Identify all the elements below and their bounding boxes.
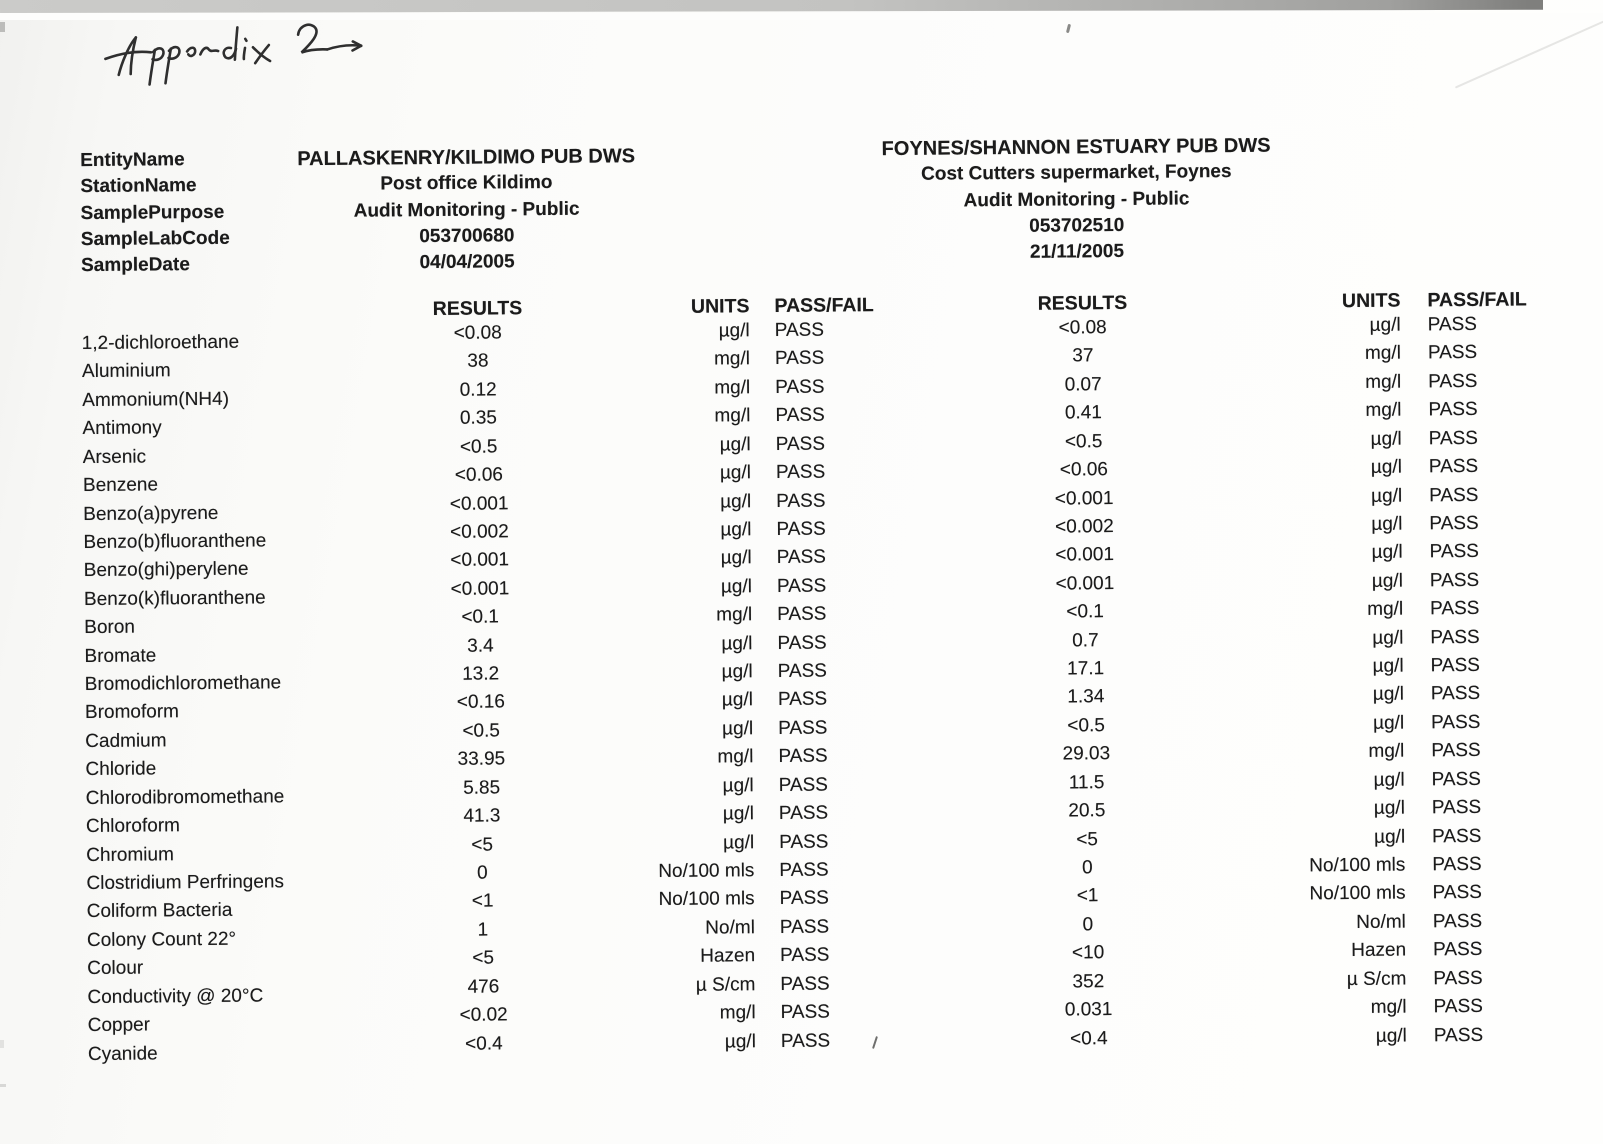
sample1-passfail-value: PASS bbox=[780, 1001, 830, 1024]
sample1-result-value: <0.002 bbox=[450, 521, 509, 543]
sample1-purpose: Audit Monitoring - Public bbox=[353, 198, 580, 222]
sample2-passfail-value: PASS bbox=[1430, 598, 1480, 620]
sample2-unit-label: µg/l bbox=[1373, 712, 1405, 734]
sample2-passfail-value: PASS bbox=[1430, 654, 1480, 677]
sample1-unit-label: No/100 mls bbox=[658, 888, 755, 911]
sample1-unit-label: µg/l bbox=[719, 462, 752, 484]
sample1-result-value: 13.2 bbox=[462, 663, 500, 685]
param-label: Benzo(k)fluoranthene bbox=[83, 587, 266, 610]
sample2-passfail-value: PASS bbox=[1433, 1024, 1484, 1046]
sample2-result-value: <0.002 bbox=[1054, 516, 1114, 538]
results-header-right: RESULTS bbox=[1037, 291, 1128, 315]
sample2-result-value: 29.03 bbox=[1062, 743, 1111, 765]
sample2-result-value: <0.001 bbox=[1055, 572, 1115, 595]
sample2-unit-label: mg/l bbox=[1367, 598, 1404, 621]
param-label: Ammonium(NH4) bbox=[82, 388, 230, 411]
sample1-result-value: <0.02 bbox=[459, 1004, 508, 1026]
param-label: Chlorodibromomethane bbox=[85, 786, 285, 809]
sample1-passfail-value: PASS bbox=[777, 660, 828, 683]
sample1-station-name: Post office Kildimo bbox=[380, 172, 553, 195]
results-header-left: RESULTS bbox=[432, 297, 523, 320]
sample2-passfail-value: PASS bbox=[1429, 484, 1479, 506]
sample1-passfail-value: PASS bbox=[776, 490, 826, 512]
sample1-unit-label: mg/l bbox=[717, 746, 754, 768]
param-label: Boron bbox=[84, 616, 136, 639]
sample2-unit-label: µg/l bbox=[1372, 683, 1404, 706]
sample2-unit-label: µg/l bbox=[1371, 513, 1403, 535]
sample2-passfail-value: PASS bbox=[1430, 683, 1481, 705]
sample2-passfail-value: PASS bbox=[1428, 370, 1478, 393]
sample2-unit-label: mg/l bbox=[1364, 342, 1401, 365]
sample2-unit-label: µg/l bbox=[1370, 456, 1402, 478]
sample2-result-value: <0.5 bbox=[1067, 715, 1105, 737]
sample1-unit-label: µg/l bbox=[722, 803, 754, 825]
param-label: Colour bbox=[87, 957, 144, 980]
param-label: 1,2-dichloroethane bbox=[81, 331, 240, 355]
sample1-unit-label: µg/l bbox=[722, 774, 754, 797]
sample2-result-value: 0.7 bbox=[1072, 629, 1099, 652]
sample2-passfail-value: PASS bbox=[1428, 455, 1479, 478]
sample1-result-value: 476 bbox=[467, 976, 500, 998]
sample1-passfail-value: PASS bbox=[777, 603, 827, 626]
sample2-unit-label: µg/l bbox=[1374, 826, 1406, 848]
sample2-result-value: 20.5 bbox=[1068, 800, 1106, 822]
sample2-date: 21/11/2005 bbox=[1029, 241, 1125, 263]
sample2-passfail-value: PASS bbox=[1433, 939, 1483, 961]
sample1-passfail-value: PASS bbox=[780, 973, 830, 995]
sample2-passfail-value: PASS bbox=[1429, 512, 1479, 535]
param-label: Arsenic bbox=[82, 446, 147, 468]
passfail-header-right: PASS/FAIL bbox=[1427, 288, 1527, 312]
param-label: Chloroform bbox=[85, 815, 181, 838]
sample2-passfail-value: PASS bbox=[1427, 313, 1478, 336]
sample2-unit-label: µg/l bbox=[1372, 627, 1404, 649]
sample1-passfail-value: PASS bbox=[774, 319, 825, 342]
sample2-result-value: 17.1 bbox=[1067, 658, 1105, 680]
sample1-result-value: <1 bbox=[471, 890, 494, 913]
param-label: Copper bbox=[87, 1014, 151, 1037]
sample2-result-value: <0.4 bbox=[1070, 1027, 1108, 1049]
sample2-passfail-value: PASS bbox=[1433, 995, 1483, 1018]
sample2-result-value: <5 bbox=[1076, 828, 1099, 850]
sample1-passfail-value: PASS bbox=[779, 916, 830, 938]
sample1-unit-label: µg/l bbox=[720, 519, 752, 541]
sample1-unit-label: µg/l bbox=[720, 490, 752, 513]
sample2-lab-code: 053702510 bbox=[1029, 214, 1125, 237]
sample2-entity-name: FOYNES/SHANNON ESTUARY PUB DWS bbox=[881, 134, 1271, 161]
sample2-unit-label: No/100 mls bbox=[1309, 854, 1406, 877]
sample2-result-value: 37 bbox=[1072, 345, 1094, 367]
sample2-result-value: <0.08 bbox=[1058, 317, 1107, 339]
sample2-unit-label: µ S/cm bbox=[1346, 968, 1407, 990]
param-label: Chloride bbox=[85, 758, 157, 781]
sample1-result-value: 38 bbox=[467, 350, 489, 373]
sample1-result-value: <0.06 bbox=[454, 464, 504, 486]
sample2-unit-label: µg/l bbox=[1373, 769, 1405, 791]
sample2-passfail-value: PASS bbox=[1429, 569, 1480, 592]
sample1-unit-label: µg/l bbox=[724, 1030, 756, 1052]
sample2-unit-label: No/ml bbox=[1356, 911, 1406, 933]
sample1-unit-label: Hazen bbox=[700, 945, 756, 967]
sample1-entity-name: PALLASKENRY/KILDIMO PUB DWS bbox=[297, 145, 636, 171]
sample1-result-value: 0.35 bbox=[459, 407, 498, 430]
sample2-unit-label: µg/l bbox=[1371, 485, 1403, 507]
sample1-unit-label: mg/l bbox=[713, 348, 751, 370]
sample2-unit-label: µg/l bbox=[1371, 541, 1403, 564]
sample1-passfail-value: PASS bbox=[778, 745, 828, 768]
sample2-unit-label: µg/l bbox=[1369, 314, 1401, 336]
sample1-result-value: <0.16 bbox=[456, 691, 506, 714]
passfail-header-left: PASS/FAIL bbox=[774, 294, 874, 318]
sample2-passfail-value: PASS bbox=[1432, 882, 1482, 904]
sample2-result-value: <0.5 bbox=[1064, 430, 1103, 453]
sample2-result-value: <0.1 bbox=[1066, 601, 1104, 623]
sample2-passfail-value: PASS bbox=[1433, 967, 1483, 989]
sample1-result-value: 0 bbox=[477, 862, 488, 884]
sample1-result-value: <0.5 bbox=[462, 720, 500, 742]
sample1-passfail-value: PASS bbox=[774, 347, 825, 370]
param-label: Bromate bbox=[84, 645, 157, 667]
sample2-passfail-value: PASS bbox=[1431, 768, 1481, 791]
meta-label-samplelabcode: SampleLabCode bbox=[80, 227, 230, 250]
sample1-result-value: <0.5 bbox=[459, 436, 498, 458]
sample1-lab-code: 053700680 bbox=[419, 225, 515, 248]
sample2-result-value: 0.031 bbox=[1064, 999, 1113, 1021]
param-label: Coliform Bacteria bbox=[86, 900, 233, 923]
param-label: Bromoform bbox=[84, 701, 180, 724]
sample1-unit-label: µg/l bbox=[721, 632, 753, 655]
sample1-result-value: 3.4 bbox=[467, 635, 494, 657]
sample2-result-value: 1.34 bbox=[1067, 686, 1105, 708]
sample2-result-value: 0.07 bbox=[1064, 373, 1102, 396]
sample1-unit-label: mg/l bbox=[714, 405, 751, 427]
sample2-result-value: <10 bbox=[1071, 942, 1105, 964]
meta-label-samplepurpose: SamplePurpose bbox=[80, 201, 225, 224]
sample1-passfail-value: PASS bbox=[775, 376, 825, 398]
sample2-unit-label: µg/l bbox=[1371, 570, 1403, 592]
sample1-unit-label: mg/l bbox=[719, 1002, 756, 1024]
sample2-result-value: <0.001 bbox=[1054, 487, 1114, 510]
sample1-result-value: 41.3 bbox=[463, 805, 501, 827]
sample2-passfail-value: PASS bbox=[1428, 427, 1479, 449]
sample1-passfail-value: PASS bbox=[780, 944, 830, 967]
sample1-passfail-value: PASS bbox=[776, 546, 827, 569]
sample1-unit-label: µg/l bbox=[721, 661, 753, 683]
sample1-passfail-value: PASS bbox=[775, 404, 825, 427]
sample1-passfail-value: PASS bbox=[779, 859, 829, 881]
sample2-result-value: <1 bbox=[1076, 885, 1099, 907]
param-label: Conductivity @ 20°C bbox=[87, 985, 264, 1008]
sample2-passfail-value: PASS bbox=[1432, 910, 1483, 933]
sample1-unit-label: µg/l bbox=[723, 831, 755, 854]
sample1-unit-label: No/100 mls bbox=[658, 860, 755, 883]
sample1-result-value: 1 bbox=[477, 919, 489, 941]
sample1-unit-label: mg/l bbox=[716, 604, 753, 626]
sample2-result-value: 0 bbox=[1081, 857, 1093, 879]
sample1-passfail-value: PASS bbox=[777, 632, 827, 654]
sample2-unit-label: mg/l bbox=[1370, 996, 1407, 1018]
sample2-unit-label: µg/l bbox=[1373, 797, 1405, 819]
sample2-passfail-value: PASS bbox=[1432, 853, 1482, 876]
param-label: Aluminium bbox=[81, 360, 171, 383]
sample1-passfail-value: PASS bbox=[779, 887, 830, 910]
sample1-result-value: <0.001 bbox=[450, 578, 510, 600]
sample2-passfail-value: PASS bbox=[1431, 740, 1481, 762]
param-label: Benzene bbox=[82, 474, 159, 497]
meta-label-column bbox=[80, 147, 230, 280]
sample1-unit-label: No/ml bbox=[705, 917, 755, 939]
sample1-result-value: <0.08 bbox=[453, 322, 502, 344]
sample1-passfail-value: PASS bbox=[775, 461, 826, 484]
sample2-result-value: 0 bbox=[1082, 914, 1094, 936]
sample2-station-name: Cost Cutters supermarket, Foynes bbox=[921, 161, 1232, 186]
sample1-passfail-value: PASS bbox=[775, 433, 826, 455]
meta-label-sampledate: SampleDate bbox=[80, 254, 190, 277]
units-header-right: UNITS bbox=[1341, 289, 1401, 313]
sample1-passfail-value: PASS bbox=[776, 518, 826, 540]
sample1-result-value: <0.1 bbox=[461, 606, 500, 628]
sample1-unit-label: mg/l bbox=[714, 377, 751, 399]
sample2-unit-label: mg/l bbox=[1365, 371, 1402, 393]
param-label: Colony Count 22° bbox=[86, 928, 237, 951]
param-label: Cadmium bbox=[85, 730, 167, 752]
handwritten-annotation bbox=[97, 3, 402, 98]
sample1-unit-label: µg/l bbox=[719, 433, 751, 456]
sample1-unit-label: µg/l bbox=[720, 575, 752, 598]
sample1-result-value: <0.001 bbox=[450, 549, 510, 572]
sample1-passfail-value: PASS bbox=[778, 717, 828, 739]
sample2-unit-label: Hazen bbox=[1351, 939, 1407, 962]
param-label: Cyanide bbox=[87, 1042, 158, 1065]
param-label: Benzo(a)pyrene bbox=[83, 502, 219, 525]
param-label: Antimony bbox=[82, 417, 162, 440]
sample1-date: 04/04/2005 bbox=[419, 251, 515, 274]
sample2-unit-label: mg/l bbox=[1365, 399, 1402, 422]
sample1-result-value: 0.12 bbox=[459, 379, 497, 401]
sample1-result-value: <5 bbox=[471, 834, 494, 856]
sample1-meta-block bbox=[266, 143, 667, 278]
sample2-passfail-value: PASS bbox=[1431, 711, 1481, 734]
sample2-passfail-value: PASS bbox=[1429, 541, 1480, 563]
sample2-passfail-value: PASS bbox=[1431, 796, 1482, 819]
sample1-unit-label: µ S/cm bbox=[695, 973, 756, 996]
sample2-passfail-value: PASS bbox=[1427, 342, 1478, 364]
sample1-unit-label: µg/l bbox=[722, 718, 754, 740]
sample2-unit-label: µg/l bbox=[1375, 1025, 1407, 1047]
sample1-passfail-value: PASS bbox=[776, 575, 827, 597]
sample2-unit-label: µg/l bbox=[1372, 655, 1404, 677]
sample1-result-value: 33.95 bbox=[457, 748, 506, 771]
meta-label-entityname: EntityName bbox=[80, 149, 185, 172]
sample1-passfail-value: PASS bbox=[778, 802, 829, 825]
sample2-unit-label: No/100 mls bbox=[1309, 882, 1406, 905]
param-label: Chromium bbox=[86, 843, 174, 866]
param-label: Clostridium Perfringens bbox=[86, 871, 285, 895]
sample2-unit-label: µg/l bbox=[1370, 428, 1402, 450]
units-header-left: UNITS bbox=[690, 295, 750, 318]
sample2-passfail-value: PASS bbox=[1430, 626, 1480, 648]
param-label: Benzo(ghi)perylene bbox=[83, 558, 249, 582]
sample1-result-value: <0.001 bbox=[449, 492, 509, 515]
sample2-result-value: 11.5 bbox=[1068, 771, 1105, 794]
param-label: Bromodichloromethane bbox=[84, 672, 282, 696]
sample2-meta-block bbox=[876, 133, 1277, 268]
sample2-result-value: 352 bbox=[1072, 970, 1105, 993]
sample1-result-value: <5 bbox=[472, 947, 495, 969]
sample1-passfail-value: PASS bbox=[777, 689, 828, 711]
sample1-passfail-value: PASS bbox=[779, 831, 829, 853]
sample2-purpose: Audit Monitoring - Public bbox=[963, 187, 1190, 211]
sample1-passfail-value: PASS bbox=[780, 1030, 831, 1052]
sample2-unit-label: mg/l bbox=[1368, 740, 1405, 763]
sample2-passfail-value: PASS bbox=[1428, 399, 1478, 421]
sample1-result-value: <0.4 bbox=[465, 1032, 503, 1055]
sample2-passfail-value: PASS bbox=[1432, 825, 1482, 847]
sample1-passfail-value: PASS bbox=[778, 774, 829, 796]
sample1-unit-label: µg/l bbox=[721, 689, 753, 711]
sample1-unit-label: µg/l bbox=[720, 547, 752, 569]
sample1-result-value: 5.85 bbox=[463, 777, 501, 799]
sample1-unit-label: µg/l bbox=[718, 320, 750, 342]
meta-label-stationname: StationName bbox=[80, 175, 197, 198]
param-label: Benzo(b)fluoranthene bbox=[83, 530, 267, 553]
sample2-result-value: <0.06 bbox=[1059, 459, 1109, 481]
sample2-result-value: <0.001 bbox=[1055, 544, 1115, 566]
sample2-result-value: 0.41 bbox=[1064, 402, 1102, 424]
